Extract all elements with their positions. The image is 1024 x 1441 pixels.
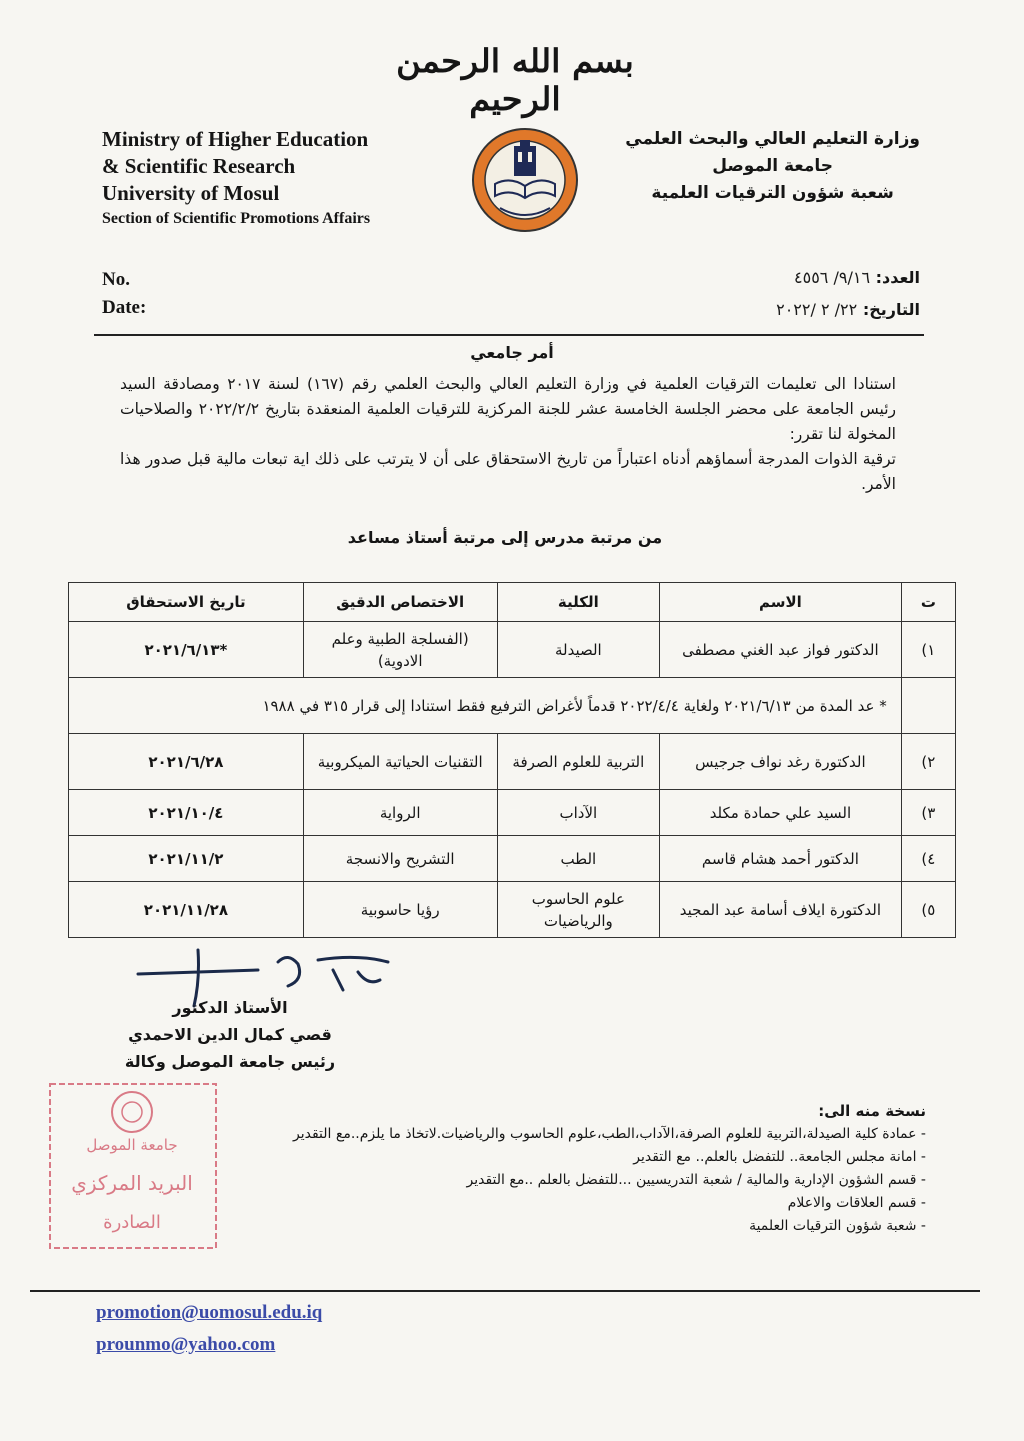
copies-list — [106, 1123, 926, 1238]
stamp-university: جامعة الموصل — [86, 1136, 178, 1154]
row-number: ٢) — [901, 734, 955, 790]
university-name-ar: جامعة الموصل — [712, 156, 834, 176]
row-specialization: الرواية — [303, 790, 497, 836]
university-name-en: University of Mosul — [102, 181, 280, 205]
table-row — [69, 622, 956, 678]
row-college: الصيدلة — [497, 622, 660, 678]
table-row — [69, 836, 956, 882]
row-eligibility-date: ٢٠٢١/١١/٢٨ — [69, 882, 304, 938]
signatory-name: قصي كمال الدين الاحمدي — [128, 1025, 332, 1044]
row-college: الآداب — [497, 790, 660, 836]
order-body — [120, 372, 896, 497]
row-college: التربية للعلوم الصرفة — [497, 734, 660, 790]
list-item: - قسم العلاقات والاعلام — [106, 1192, 926, 1215]
table-note-row — [69, 678, 956, 734]
table-row — [69, 734, 956, 790]
body-paragraph-1: استنادا الى تعليمات الترقيات العلمية في وزارة التعليم العالي والبحث العلمي رقم (١٦٧) لسنة ٢٠١٧ ومصادقة السيد رئيس الجامعة على محضر الجلسة الخامسة عشر للجنة المركزية للترقيات العلمية المنعقدة بتاريخ ٢٠٢٢/٢/٢ والصلاحيات المخولة لنا تقرر: — [120, 375, 896, 443]
col-header-college: الكلية — [497, 583, 660, 622]
row-eligibility-date: ٢٠٢١/٦/٢٨ — [69, 734, 304, 790]
no-label-en: No. — [102, 269, 130, 290]
col-header-spec: الاختصاص الدقيق — [303, 583, 497, 622]
english-ref-block — [102, 266, 146, 322]
promotion-subtitle: من مرتبة مدرس إلى مرتبة أستاذ مساعد — [347, 528, 663, 547]
date-label-ar: التاريخ: — [862, 300, 920, 319]
row-specialization: رؤيا حاسوبية — [303, 882, 497, 938]
list-item: - امانة مجلس الجامعة.. للتفضل بالعلم.. مع التقدير — [106, 1146, 926, 1169]
row-specialization: التقنيات الحياتية الميكروبية — [303, 734, 497, 790]
promotions-table — [68, 582, 956, 938]
row-number: ٣) — [901, 790, 955, 836]
signatory-title: الأستاذ الدكتور — [172, 998, 288, 1017]
table-footnote: * عد المدة من ٢٠٢١/٦/١٣ ولغاية ٢٠٢٢/٤/٤ قدماً لأغراض الترفيع فقط استنادا إلى قرار ٣١٥ في ١٩٨٨ — [69, 678, 902, 734]
signatory-position: رئيس جامعة الموصل وكالة — [124, 1052, 336, 1071]
list-item: - شعبة شؤون الترقيات العلمية — [106, 1215, 926, 1238]
document-title: أمر جامعي — [470, 343, 554, 362]
ref-date: ٢٢/ ٢ /٢٠٢٢ — [776, 300, 858, 319]
footer-divider — [30, 1290, 980, 1292]
table-header-row — [69, 583, 956, 622]
section-name-ar: شعبة شؤون الترقيات العلمية — [651, 183, 894, 203]
arabic-ref-block — [776, 262, 920, 326]
ref-number: ٩/١٦/ ٤٥٥٦ — [794, 268, 871, 287]
row-eligibility-date: *٢٠٢١/٦/١٣ — [69, 622, 304, 678]
row-specialization: (الفسلجة الطبية وعلم الادوية) — [303, 622, 497, 678]
row-specialization: التشريح والانسجة — [303, 836, 497, 882]
no-label-ar: العدد: — [875, 268, 920, 287]
ministry-name-en: Ministry of Higher Education — [102, 127, 369, 151]
basmala: بسم الله الرحمن الرحيم — [396, 42, 634, 118]
body-paragraph-2: ترقية الذوات المدرجة أسماؤهم أدناه اعتباراً من تاريخ الاستحقاق على أن لا يترتب على ذلك اية تبعات مالية قبل صدور هذا الأمر. — [120, 450, 896, 493]
list-item: - قسم الشؤون الإدارية والمالية / شعبة التدريسيين ...للتفضل بالعلم ..مع التقدير — [106, 1169, 926, 1192]
stamp-central-mail: البريد المركزي — [71, 1171, 193, 1195]
yahoo-email-link[interactable]: prounmo@yahoo.com — [96, 1334, 276, 1355]
ministry-name-en-2: & Scientific Research — [102, 154, 296, 178]
copies-to — [106, 1100, 926, 1238]
list-item: - عمادة كلية الصيدلة،التربية للعلوم الصرفة،الآداب،الطب،علوم الحاسوب والرياضيات.لاتخاذ ما يلزم..مع التقدير — [106, 1123, 926, 1146]
row-eligibility-date: ٢٠٢١/١٠/٤ — [69, 790, 304, 836]
col-header-name: الاسم — [660, 583, 902, 622]
col-header-date: تاريخ الاستحقاق — [69, 583, 304, 622]
promotion-email-link[interactable]: promotion@uomosul.edu.iq — [96, 1302, 323, 1323]
english-letterhead — [102, 126, 370, 231]
section-name-en: Section of Scientific Promotions Affairs — [102, 210, 371, 227]
col-header-num: ت — [901, 583, 955, 622]
row-name: السيد علي حمادة مكلد — [660, 790, 902, 836]
table-row — [69, 882, 956, 938]
table-row — [69, 790, 956, 836]
signature-block — [120, 994, 340, 1075]
date-label-en: Date: — [102, 297, 147, 318]
row-name: الدكتور أحمد هشام قاسم — [660, 836, 902, 882]
university-logo-icon — [470, 126, 580, 234]
arabic-letterhead — [625, 126, 920, 207]
copies-heading: نسخة منه الى: — [818, 1102, 926, 1120]
row-number: ٥) — [901, 882, 955, 938]
stamp-outgoing: الصادرة — [103, 1212, 161, 1233]
row-name: الدكتورة ايلاف أسامة عبد المجيد — [660, 882, 902, 938]
row-college: علوم الحاسوب والرياضيات — [497, 882, 660, 938]
row-eligibility-date: ٢٠٢١/١١/٢ — [69, 836, 304, 882]
header-divider — [94, 334, 924, 336]
row-number: ١) — [901, 622, 955, 678]
row-college: الطب — [497, 836, 660, 882]
row-number: ٤) — [901, 836, 955, 882]
row-name: الدكتورة رغد نواف جرجيس — [660, 734, 902, 790]
ministry-name-ar: وزارة التعليم العالي والبحث العلمي — [625, 129, 920, 149]
row-name: الدكتور فواز عبد الغني مصطفى — [660, 622, 902, 678]
